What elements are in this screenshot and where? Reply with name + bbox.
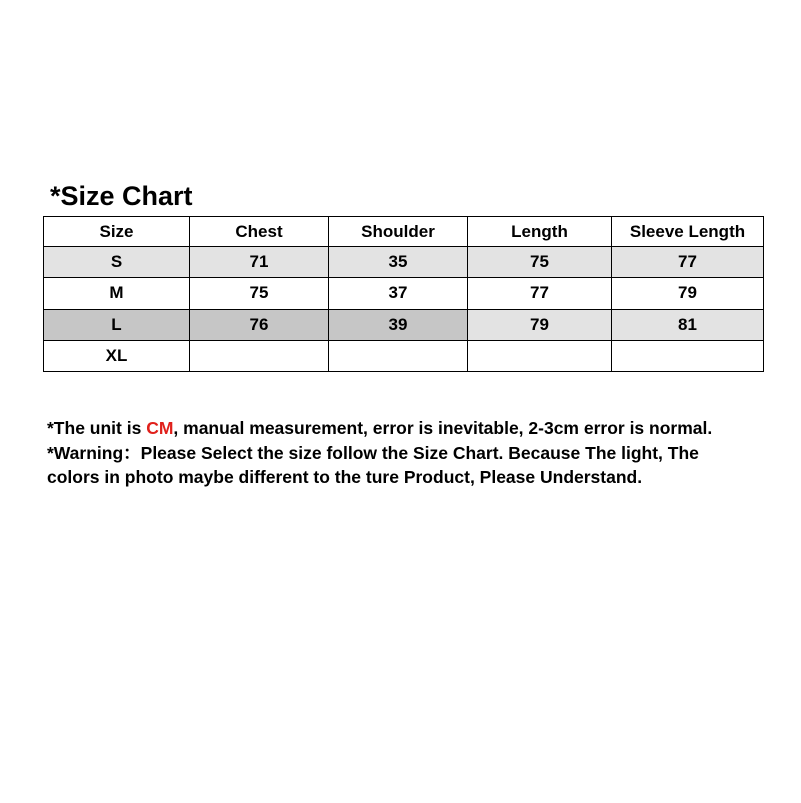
note-prefix: *The unit is	[47, 418, 147, 438]
header-length: Length	[468, 217, 612, 247]
size-chart-title: *Size Chart	[50, 181, 193, 211]
cell-size: M	[44, 278, 190, 309]
header-sleeve-length: Sleeve Length	[612, 217, 764, 247]
cell-chest: 71	[190, 247, 329, 278]
cell-shoulder	[329, 340, 468, 371]
cell-size: XL	[44, 340, 190, 371]
cell-shoulder: 35	[329, 247, 468, 278]
note-suffix: , manual measurement, error is inevitable, 2-3cm error is normal. *Warning：Please Select the size follow the Size Chart. Because The light, The colors in photo maybe different to the ture Product, Please Understand.	[47, 418, 713, 487]
table-row	[44, 278, 764, 309]
cell-sleeve-length	[612, 340, 764, 371]
size-chart-table	[43, 216, 764, 372]
header-size: Size	[44, 217, 190, 247]
cell-chest: 76	[190, 309, 329, 340]
table-row	[44, 309, 764, 340]
table-row	[44, 340, 764, 371]
measurement-note	[47, 416, 747, 490]
cell-shoulder: 37	[329, 278, 468, 309]
cell-sleeve-length: 81	[612, 309, 764, 340]
cell-chest: 75	[190, 278, 329, 309]
cell-length: 75	[468, 247, 612, 278]
cell-sleeve-length: 77	[612, 247, 764, 278]
cell-shoulder: 39	[329, 309, 468, 340]
header-shoulder: Shoulder	[329, 217, 468, 247]
cell-chest	[190, 340, 329, 371]
table-row	[44, 247, 764, 278]
table-header-row	[44, 217, 764, 247]
header-chest: Chest	[190, 217, 329, 247]
cell-sleeve-length: 79	[612, 278, 764, 309]
cell-length: 79	[468, 309, 612, 340]
cell-size: S	[44, 247, 190, 278]
cell-length	[468, 340, 612, 371]
cell-size: L	[44, 309, 190, 340]
note-unit: CM	[146, 418, 174, 438]
cell-length: 77	[468, 278, 612, 309]
